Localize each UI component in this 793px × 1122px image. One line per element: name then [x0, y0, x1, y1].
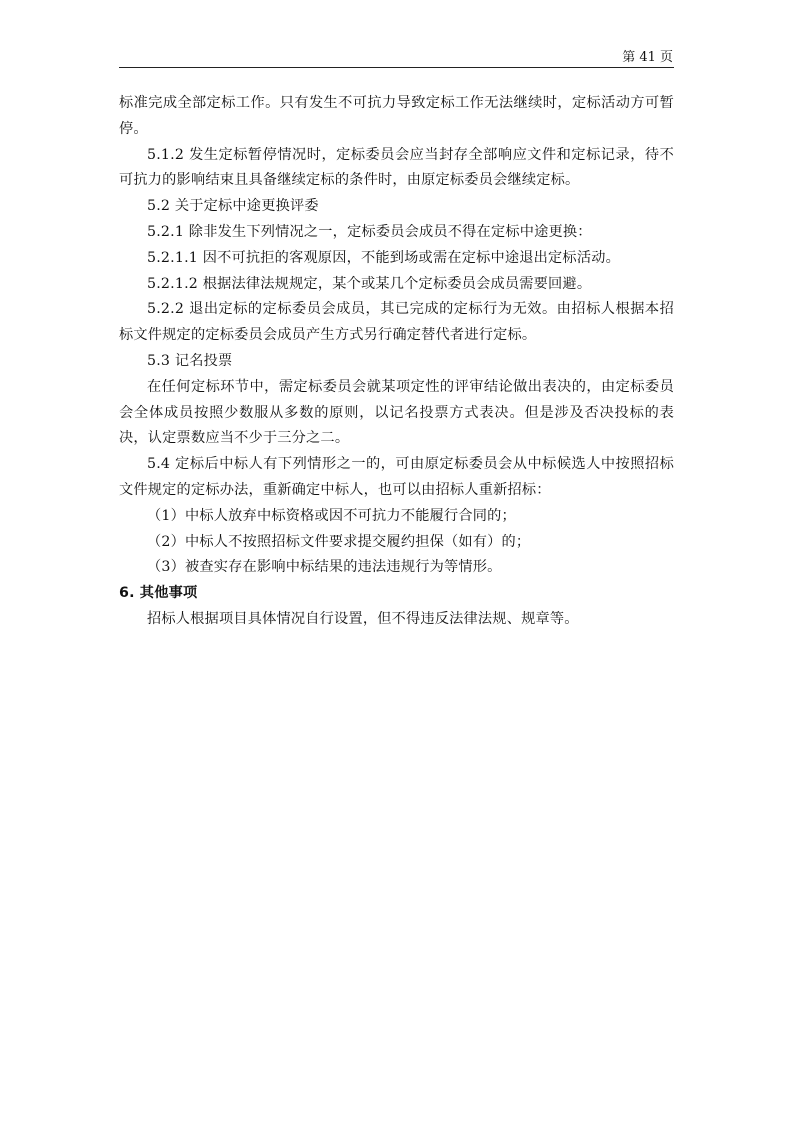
paragraph-5-2-1-2: 5.2.1.2 根据法律法规规定，某个或某几个定标委员会成员需要回避。: [147, 275, 592, 292]
paragraph-5-3-body: 在任何定标环节中，需定标委员会就某项定性的评审结论做出表决的，由定标委员会全体成员按照少数服从多数的原则，以记名投票方式表决。但是涉及否决投标的表决，认定票数应当不少于三分之二。: [119, 378, 674, 447]
section-6-heading: 6. 其他事项: [119, 585, 198, 602]
list-item-2: （2）中标人不按照招标文件要求提交履约担保（如有）的；: [147, 533, 531, 550]
document-body: [119, 91, 674, 633]
paragraph-continuation: 标准完成全部定标工作。只有发生不可抗力导致定标工作无法继续时，定标活动方可暂停。: [119, 95, 674, 137]
paragraph-5-2-2: 5.2.2 退出定标的定标委员会成员，其已完成的定标行为无效。由招标人根据本招标文件规定的定标委员会成员产生方式另行确定替代者进行定标。: [119, 301, 674, 344]
subsection-5-2-title: 5.2 关于定标中途更换评委: [147, 198, 319, 215]
header-rule: [119, 67, 674, 68]
list-item-3: （3）被查实存在影响中标结果的违法违规行为等情形。: [147, 559, 502, 576]
list-item-1: （1）中标人放弃中标资格或因不可抗力不能履行合同的；: [147, 507, 516, 524]
paragraph-5-4: 5.4 定标后中标人有下列情形之一的，可由原定标委员会从中标候选人中按照招标文件规定的定标办法，重新确定中标人，也可以由招标人重新招标：: [119, 456, 674, 498]
paragraph-5-2-1: 5.2.1 除非发生下列情况之一，定标委员会成员不得在定标中途更换：: [147, 223, 592, 240]
paragraph-6-body: 招标人根据项目具体情况自行设置，但不得违反法律法规、规章等。: [147, 610, 579, 627]
page-number: 第 41 页: [622, 50, 673, 65]
subsection-5-3-title: 5.3 记名投票: [147, 352, 233, 369]
paragraph-5-2-1-1: 5.2.1.1 因不可抗拒的客观原因，不能到场或需在定标中途退出定标活动。: [147, 249, 620, 266]
paragraph-5-1-2: 5.1.2 发生定标暂停情况时，定标委员会应当封存全部响应文件和定标记录，待不可抗力的影响结束且具备继续定标的条件时，由原定标委员会继续定标。: [119, 146, 674, 189]
